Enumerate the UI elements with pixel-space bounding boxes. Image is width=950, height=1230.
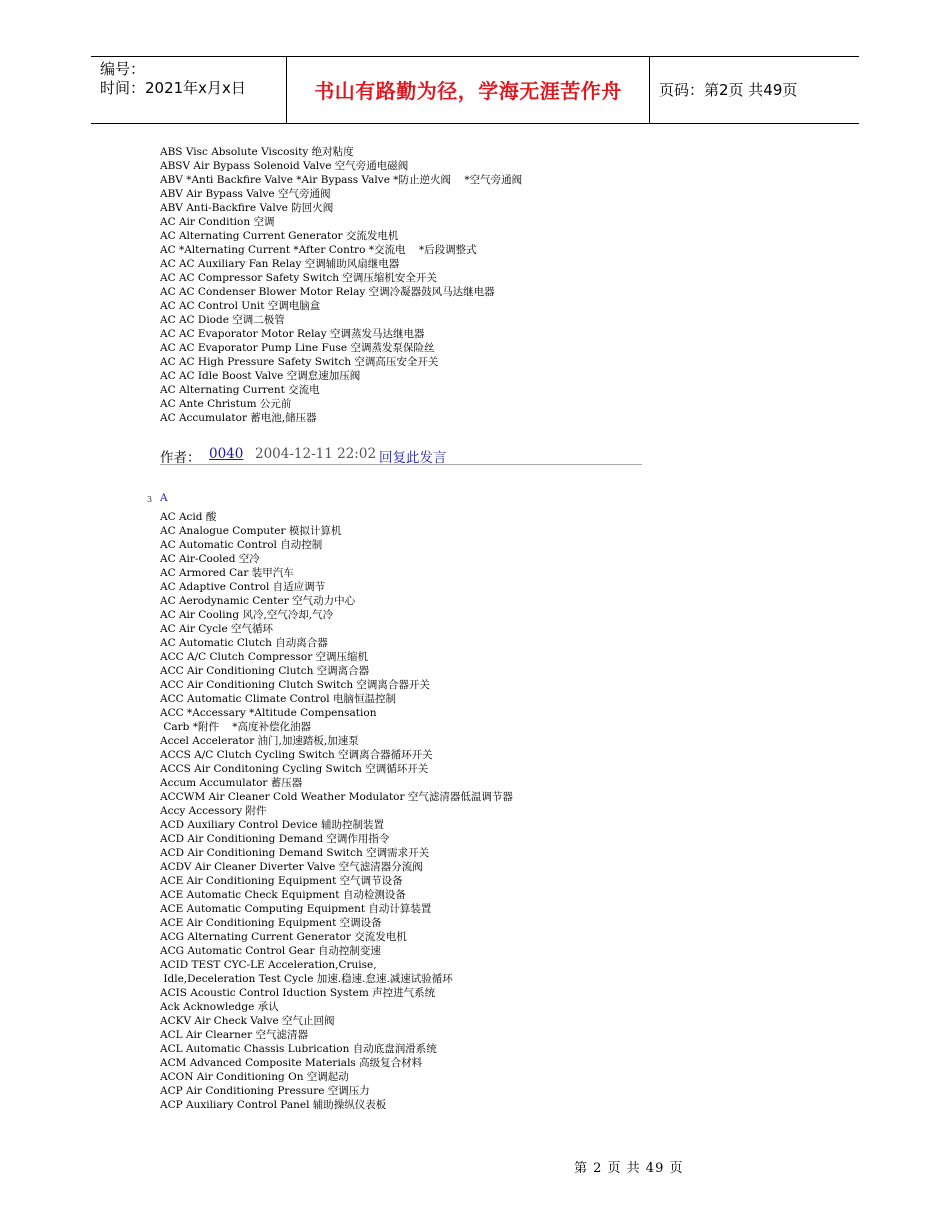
glossary-line: ACCS Air Conditoning Cycling Switch 空调循环开关 (160, 763, 429, 775)
glossary-line: AC Automatic Control 自动控制 (160, 539, 323, 551)
glossary-line: ACM Advanced Composite Materials 高级复合材料 (160, 1057, 423, 1069)
glossary-line: AC AC Control Unit 空调电脑盒 (160, 300, 321, 312)
glossary-line: AC Alternating Current Generator 交流发电机 (160, 230, 399, 242)
author-row (160, 446, 642, 465)
glossary-line: AC Adaptive Control 自适应调节 (160, 581, 326, 593)
glossary-line: ACC *Accessary *Altitude Compensation (160, 707, 377, 719)
post-date: 2004-12-11 22:02 (255, 446, 377, 462)
glossary-line: Accum Accumulator 蓄压器 (160, 777, 303, 789)
glossary-line: ACE Air Conditioning Equipment 空气调节设备 (160, 875, 403, 887)
glossary-line: AC Accumulator 蓄电池,储压器 (160, 412, 317, 424)
glossary-line: ACC Air Conditioning Clutch Switch 空调离合器开关 (160, 679, 430, 691)
glossary-line: ACC Air Conditioning Clutch 空调离合器 (160, 665, 370, 677)
glossary-block-1 (160, 145, 522, 425)
author-label: 作者： (160, 450, 201, 466)
glossary-line: AC Acid 酸 (160, 511, 217, 523)
glossary-line: ACD Air Conditioning Demand Switch 空调需求开关 (160, 847, 430, 859)
glossary-line: AC AC Condenser Blower Motor Relay 空调冷凝器鼓风马达继电器 (160, 286, 495, 298)
post-number: 3 (147, 495, 153, 504)
motto: 书山有路勤为径，学海无涯苦作舟 (314, 79, 622, 103)
glossary-line: ACD Auxiliary Control Device 辅助控制装置 (160, 819, 384, 831)
glossary-line: ACID TEST CYC-LE Acceleration,Cruise, (160, 959, 377, 971)
glossary-line: AC Ante Christum 公元前 (160, 398, 292, 410)
glossary-line: ABS Visc Absolute Viscosity 绝对粘度 (160, 146, 354, 158)
glossary-line: ABV *Anti Backfire Valve *Air Bypass Valve *防止逆火阀 *空气旁通阀 (160, 174, 523, 186)
glossary-line: AC Air Cooling 风冷,空气冷却,气冷 (160, 609, 334, 621)
page-info: 页码：第2页 共49页 (659, 81, 798, 99)
glossary-line: AC AC Evaporator Pump Line Fuse 空调蒸发泵保险丝 (160, 342, 435, 354)
glossary-line: Ack Acknowledge 承认 (160, 1001, 279, 1013)
header-table (91, 56, 859, 124)
reply-link[interactable]: 回复此发言 (379, 450, 447, 466)
glossary-line: ACE Automatic Computing Equipment 自动计算装置 (160, 903, 432, 915)
header-left (100, 60, 246, 98)
glossary-line: Carb *附件 *高度补偿化油器 (160, 721, 312, 733)
glossary-line: AC AC Auxiliary Fan Relay 空调辅助风扇继电器 (160, 258, 400, 270)
glossary-line: ABV Anti-Backfire Valve 防回火阀 (160, 202, 334, 214)
glossary-line: ACE Automatic Check Equipment 自动检测设备 (160, 889, 406, 901)
glossary-line: ACCS A/C Clutch Cycling Switch 空调离合器循环开关 (160, 749, 433, 761)
glossary-line: ACC Automatic Climate Control 电脑恒温控制 (160, 693, 396, 705)
glossary-line: ACCWM Air Cleaner Cold Weather Modulator 空气滤清器低温调节器 (160, 791, 513, 803)
glossary-line: AC Alternating Current 交流电 (160, 384, 320, 396)
glossary-line: ACL Automatic Chassis Lubrication 自动底盘润滑系统 (160, 1043, 437, 1055)
glossary-line: Accy Accessory 附件 (160, 805, 267, 817)
glossary-line: AC Air Condition 空调 (160, 216, 275, 228)
glossary-line: ACG Alternating Current Generator 交流发电机 (160, 931, 407, 943)
glossary-line: AC Air-Cooled 空冷 (160, 553, 260, 565)
glossary-line: AC Automatic Clutch 自动离合器 (160, 637, 328, 649)
glossary-line: ACC A/C Clutch Compressor 空调压缩机 (160, 651, 369, 663)
glossary-line: ABSV Air Bypass Solenoid Valve 空气旁通电磁阀 (160, 160, 409, 172)
glossary-line: Accel Accelerator 油门,加速踏板,加速泵 (160, 735, 359, 747)
time-label: 时间：2021年x月x日 (100, 79, 246, 97)
glossary-line: ACP Air Conditioning Pressure 空调压力 (160, 1085, 370, 1097)
glossary-line: AC Aerodynamic Center 空气动力中心 (160, 595, 356, 607)
glossary-line: AC AC Compressor Safety Switch 空调压缩机安全开关 (160, 272, 437, 284)
glossary-line: ACP Auxiliary Control Panel 辅助操纵仪表板 (160, 1099, 387, 1111)
glossary-line: ACIS Acoustic Control Iduction System 声控进气系统 (160, 987, 436, 999)
glossary-line: AC AC Evaporator Motor Relay 空调蒸发马达继电器 (160, 328, 425, 340)
glossary-line: ACON Air Conditioning On 空调起动 (160, 1071, 349, 1083)
glossary-line: AC AC Diode 空调二极管 (160, 314, 285, 326)
author-link[interactable]: 0040 (209, 446, 244, 462)
glossary-line: AC Air Cycle 空气循环 (160, 623, 274, 635)
glossary-line: Idle,Deceleration Test Cycle 加速.稳速.怠速.减速试验循环 (160, 973, 453, 985)
glossary-line: ACG Automatic Control Gear 自动控制变速 (160, 945, 381, 957)
number-label: 编号： (100, 60, 146, 78)
header-divider (649, 57, 650, 123)
glossary-block-2 (160, 510, 513, 1112)
glossary-line: ACL Air Clearner 空气滤清器 (160, 1029, 308, 1041)
glossary-line: ACD Air Conditioning Demand 空调作用指令 (160, 833, 390, 845)
glossary-line: ABV Air Bypass Valve 空气旁通阀 (160, 188, 331, 200)
glossary-line: AC Analogue Computer 模拟计算机 (160, 525, 342, 537)
glossary-line: AC AC Idle Boost Valve 空调怠速加压阀 (160, 370, 361, 382)
glossary-line: ACKV Air Check Valve 空气止回阀 (160, 1015, 335, 1027)
page-footer: 第 2 页 共 49 页 (574, 1161, 684, 1176)
glossary-line: AC Armored Car 装甲汽车 (160, 567, 294, 579)
glossary-line: ACDV Air Cleaner Diverter Valve 空气滤清器分流阀 (160, 861, 423, 873)
glossary-line: AC *Alternating Current *After Contro *交流电 *后段调整式 (160, 244, 477, 256)
section-letter: A (160, 492, 168, 504)
glossary-line: AC AC High Pressure Safety Switch 空调高压安全开关 (160, 356, 439, 368)
glossary-line: ACE Air Conditioning Equipment 空调设备 (160, 917, 382, 929)
